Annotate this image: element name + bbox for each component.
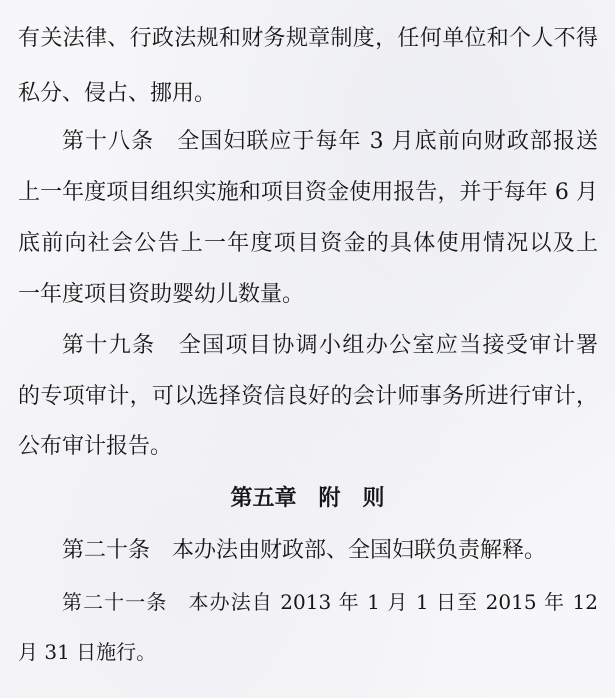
article-18-line-2: 上一年度项目组织实施和项目资金使用报告，并于每年 6 月 — [18, 180, 598, 205]
paragraph-continuation-line-1: 有关法律、行政法规和财务规章制度，任何单位和个人不得 — [18, 26, 598, 51]
article-19-line-3: 公布审计报告。 — [18, 434, 173, 459]
paragraph-continuation-line-2: 私分、侵占、挪用。 — [18, 81, 217, 106]
article-18-line-4: 一年度项目资助婴幼儿数量。 — [18, 282, 305, 307]
article-21-line-1: 第二十一条 本办法自 2013 年 1 月 1 日至 2015 年 12 — [62, 590, 598, 614]
article-18-line-1: 第十八条 全国妇联应于每年 3 月底前向财政部报送 — [62, 129, 598, 154]
article-19-line-1: 第十九条 全国项目协调小组办公室应当接受审计署 — [62, 333, 598, 358]
article-19-line-2: 的专项审计，可以选择资信良好的会计师事务所进行审计， — [18, 384, 598, 409]
article-21-line-2: 月 31 日施行。 — [18, 640, 157, 664]
article-20-line-1: 第二十条 本办法由财政部、全国妇联负责解释。 — [62, 538, 547, 563]
chapter-heading: 第五章 附 则 — [230, 485, 385, 511]
article-18-line-3: 底前向社会公告上一年度项目资金的具体使用情况以及上 — [18, 231, 598, 256]
